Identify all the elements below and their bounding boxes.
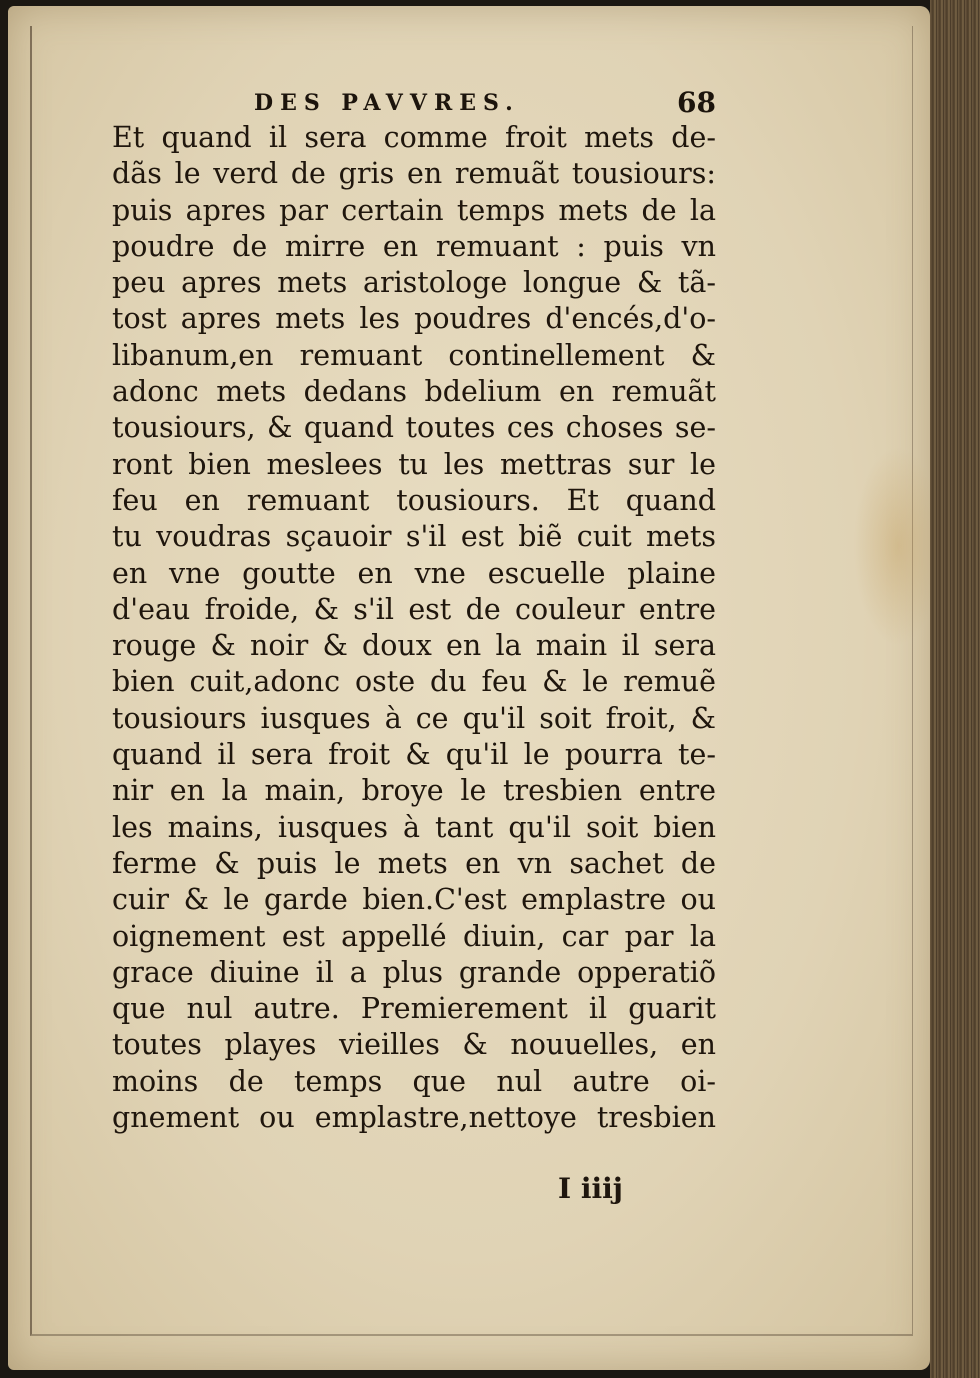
text-line: quand il sera froit & qu'il le pourra te- bbox=[112, 738, 716, 772]
text-line: grace diuine il a plus grande opperatiõ bbox=[112, 955, 716, 989]
text-line: en vne goutte en vne escuelle plaine bbox=[112, 556, 716, 590]
text-line: tost apres mets les poudres d'encés,d'o- bbox=[112, 302, 716, 336]
text-line: tousiours, & quand toutes ces choses se- bbox=[112, 411, 716, 445]
running-head: DES PAVVRES. bbox=[254, 90, 520, 116]
text-line: adonc mets dedans bdelium en remuãt bbox=[112, 375, 716, 409]
text-line: Et quand il sera comme froit mets de- bbox=[112, 121, 716, 154]
text-line: toutes playes vieilles & nouuelles, en bbox=[112, 1028, 716, 1062]
text-line: peu apres mets aristologe longue & tã- bbox=[112, 266, 716, 300]
text-line: nir en la main, broye le tresbien entre bbox=[112, 774, 716, 808]
text-line: poudre de mirre en remuant : puis vn bbox=[112, 229, 716, 263]
text-line: libanum,en remuant continellement & bbox=[112, 338, 716, 372]
text-line: d'eau froide, & s'il est de couleur entre bbox=[112, 592, 716, 626]
text-line: ront bien meslees tu les mettras sur le bbox=[112, 447, 716, 481]
text-line: feu en remuant tousiours. Et quand bbox=[112, 483, 716, 517]
text-line: tu voudras sçauoir s'il est biẽ cuit mets bbox=[112, 520, 716, 554]
text-line: rouge & noir & doux en la main il sera bbox=[112, 629, 716, 663]
text-line: les mains, iusques à tant qu'il soit bien bbox=[112, 810, 716, 844]
text-line: dãs le verd de gris en remuãt tousiours: bbox=[112, 157, 716, 191]
signature-mark: I iiij bbox=[558, 1172, 623, 1205]
folio-number: 68 bbox=[677, 86, 716, 119]
text-line: moins de temps que nul autre oi- bbox=[112, 1064, 716, 1098]
page-edges bbox=[930, 0, 980, 1378]
text-line: tousiours iusques à ce qu'il soit froit, & bbox=[112, 701, 716, 735]
text-line: cuir & le garde bien.C'est emplastre ou bbox=[112, 883, 716, 917]
text-line: ferme & puis le mets en vn sachet de bbox=[112, 846, 716, 880]
page bbox=[8, 6, 930, 1370]
text-line: oignement est appellé diuin, car par la bbox=[112, 919, 716, 953]
page-header bbox=[104, 84, 724, 124]
text-line: bien cuit,adonc oste du feu & le remuẽ bbox=[112, 665, 716, 699]
text-line: puis apres par certain temps mets de la bbox=[112, 193, 716, 227]
body-text bbox=[112, 120, 716, 1136]
text-line: gnement ou emplastre,nettoye tresbien bbox=[112, 1101, 716, 1135]
text-line: que nul autre. Premierement il guarit bbox=[112, 992, 716, 1026]
